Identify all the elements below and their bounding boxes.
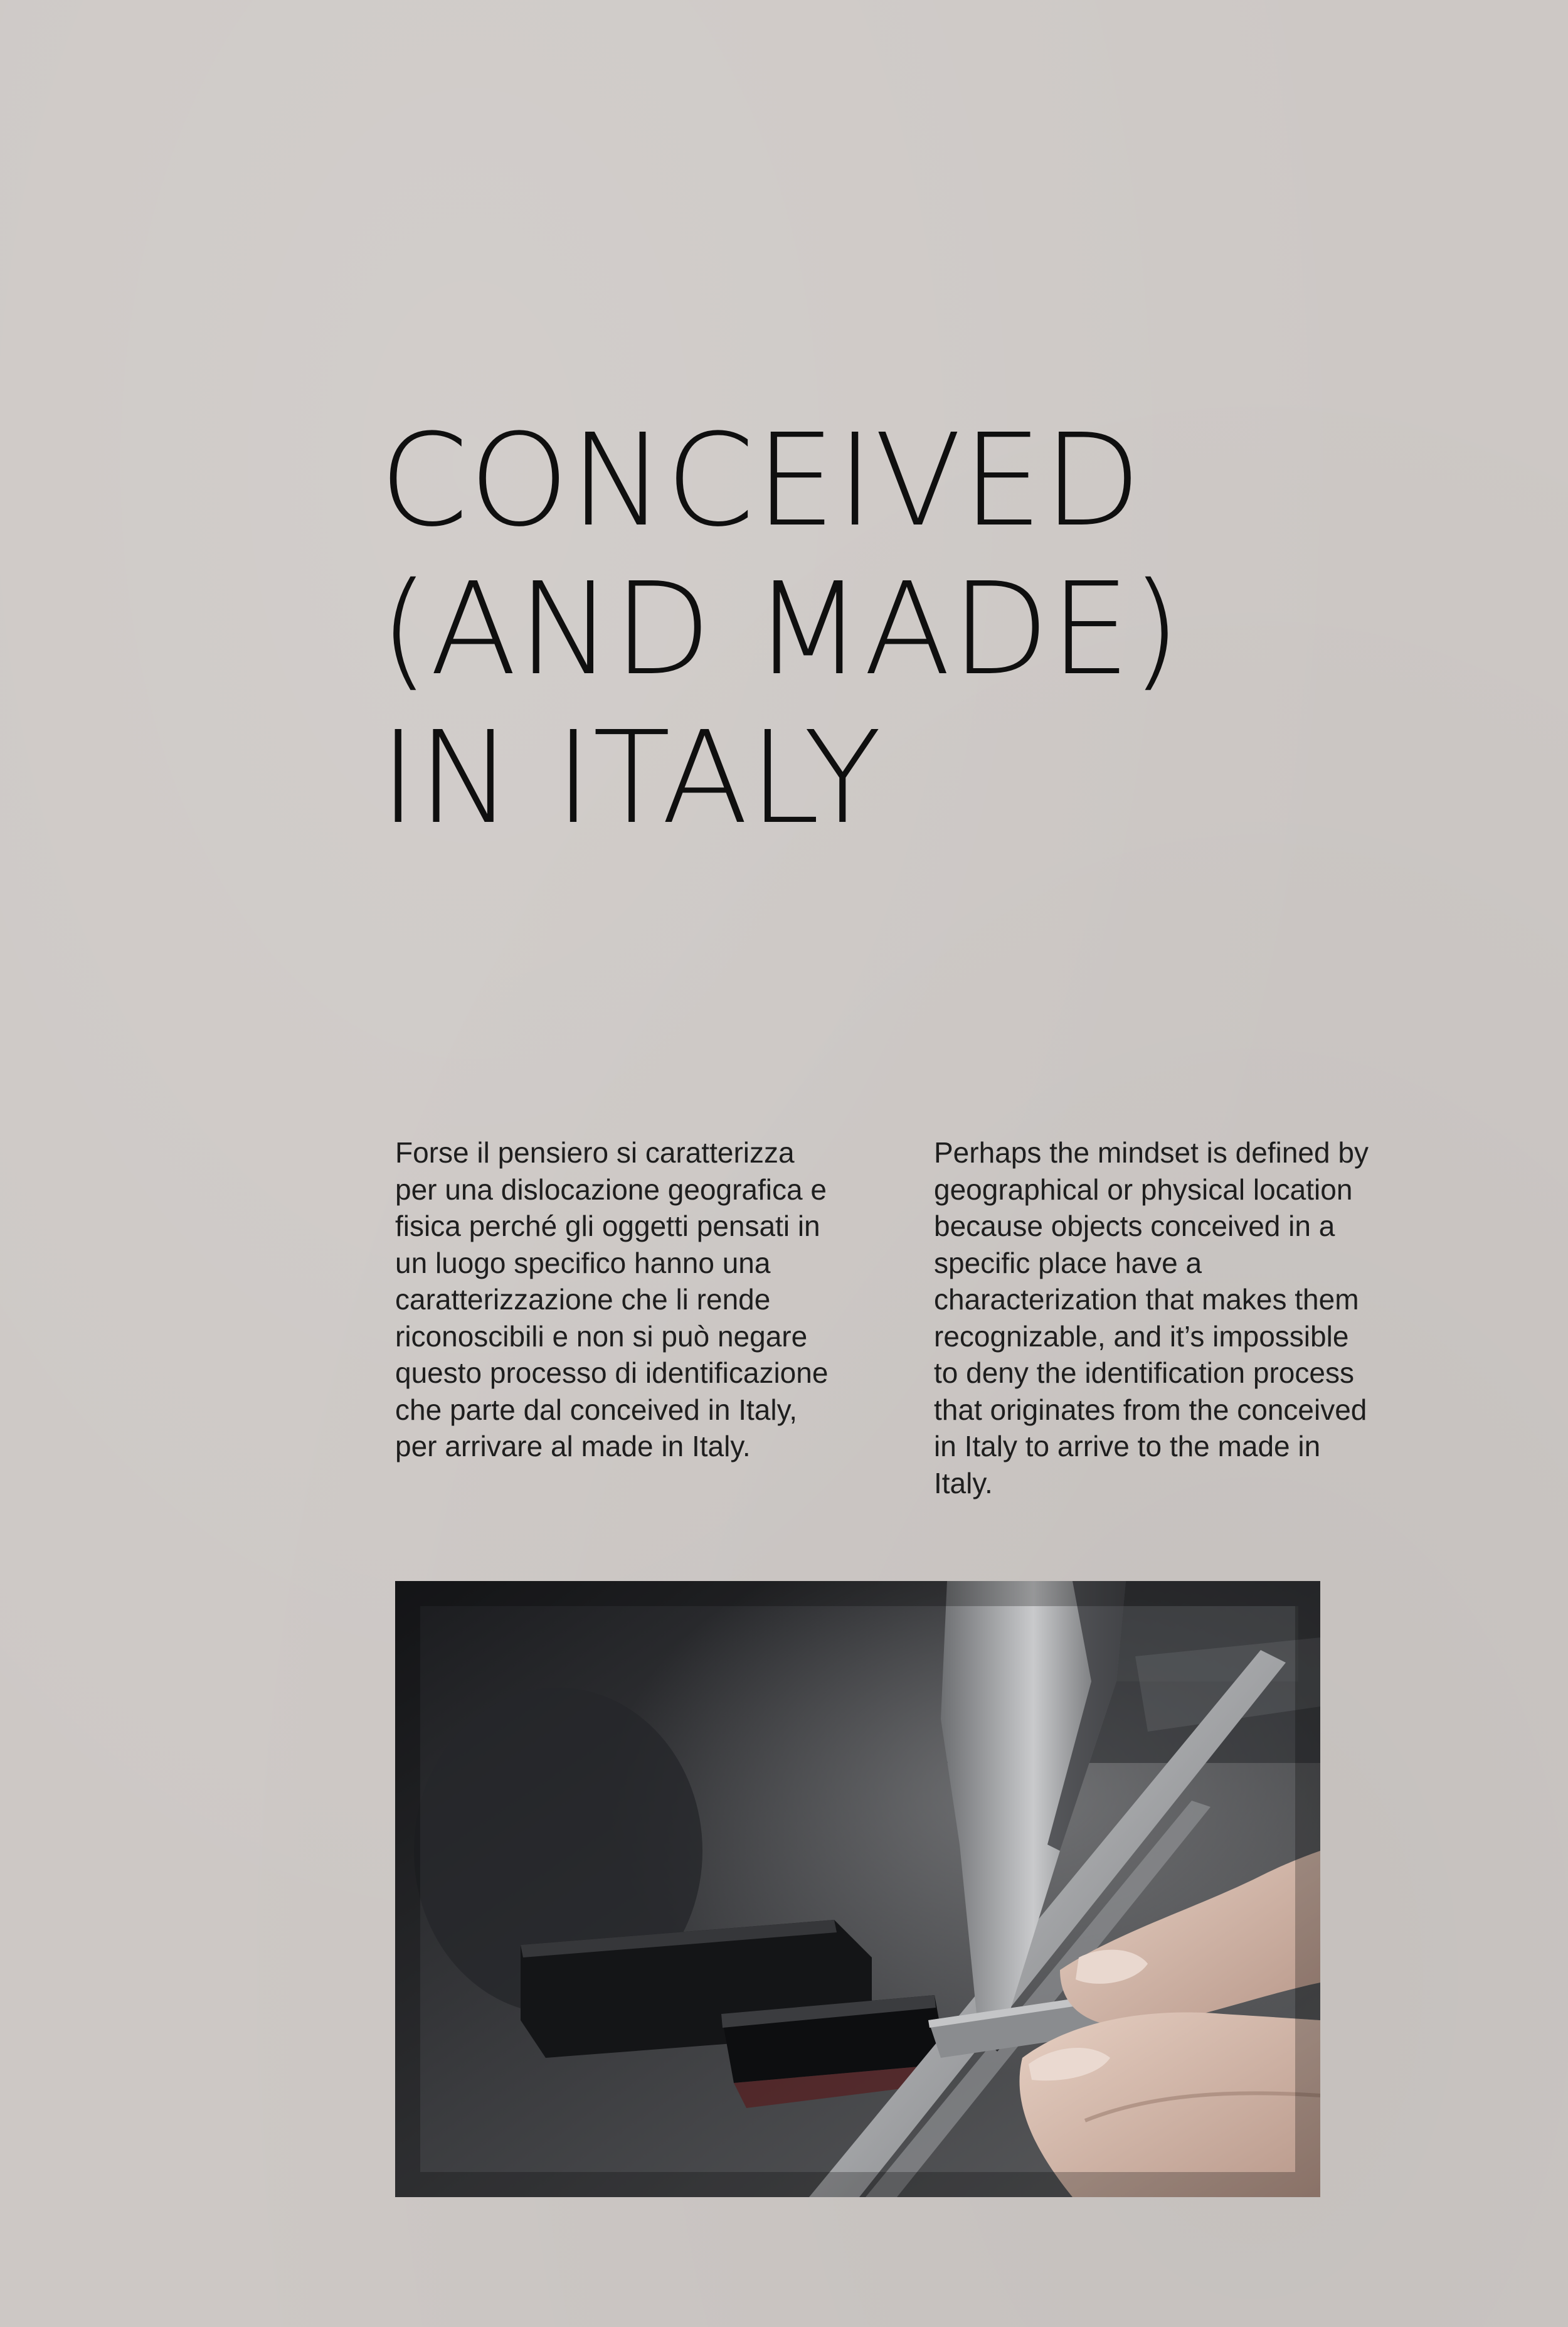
english-line: that originates from the conceived (934, 1393, 1367, 1426)
italian-line: riconoscibili e non si può negare (395, 1319, 808, 1353)
english-line: recognizable, and it’s impossible (934, 1319, 1349, 1353)
english-line: characterization that makes them (934, 1283, 1359, 1316)
english-line: Perhaps the mindset is defined by (934, 1136, 1369, 1169)
italian-line: per arrivare al made in Italy. (395, 1430, 751, 1462)
title-line-3: IN ITALY (379, 704, 882, 852)
english-line: Italy. (934, 1466, 993, 1499)
english-line: in Italy to arrive to the made in (934, 1430, 1321, 1462)
title-line-2: (AND MADE) (379, 555, 1182, 703)
italian-line: fisica perché gli oggetti pensati in (395, 1210, 820, 1242)
italian-line: caratterizzazione che li rende (395, 1283, 771, 1316)
italian-line: per una dislocazione geografica e (395, 1173, 827, 1206)
english-line: because objects conceived in a (934, 1210, 1335, 1242)
english-line: geographical or physical location (934, 1173, 1353, 1206)
italian-line: questo processo di identificazione (395, 1356, 829, 1389)
english-line: to deny the identification process (934, 1356, 1354, 1389)
italian-line: un luogo specifico hanno una (395, 1246, 771, 1279)
title-line-1: CONCEIVED (379, 407, 1142, 555)
italian-line: Forse il pensiero si caratterizza (395, 1136, 795, 1169)
english-line: specific place have a (934, 1246, 1202, 1279)
italian-line: che parte dal conceived in Italy, (395, 1393, 797, 1426)
page-title (379, 407, 1320, 853)
body-text-italian (395, 1134, 922, 1465)
body-text-english (934, 1134, 1461, 1501)
craftsman-photo (395, 1581, 1320, 2197)
